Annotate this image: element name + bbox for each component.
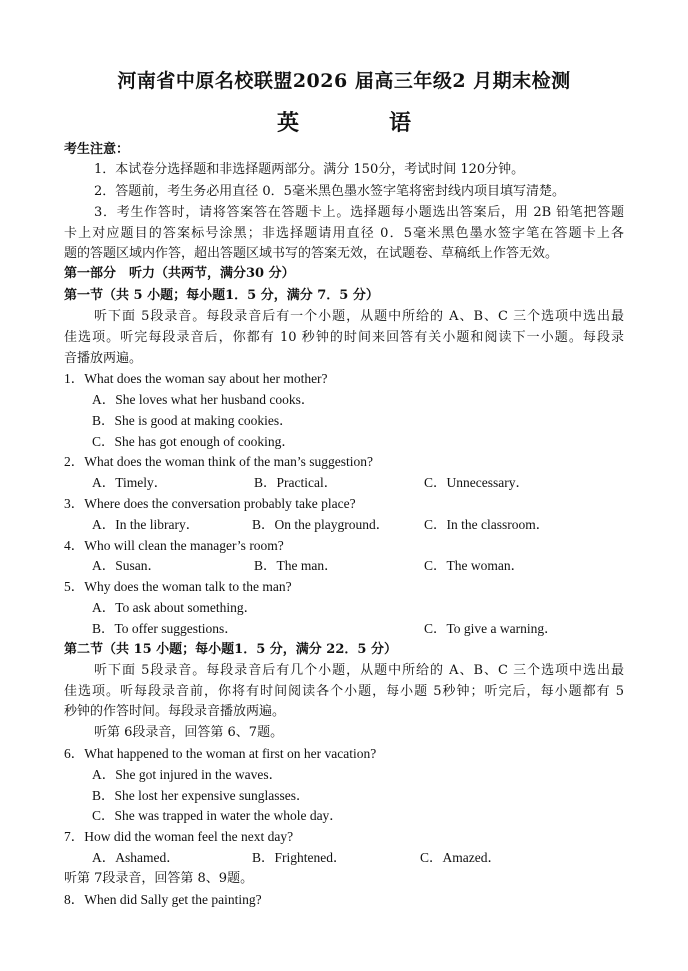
notice-item-3-end: 题的答题区域内作答，超出答题区域书写的答案无效，在试题卷、草稿纸上作答无效。 — [64, 246, 559, 261]
question-6-option-c: C．She was trapped in water the whole day． — [92, 808, 343, 823]
question-5-stem: 5．Why does the woman talk to the man? — [64, 579, 292, 594]
section2-instruction-3: 秒钟的作答时间。每段录音播放两遍。 — [64, 704, 286, 719]
listen-7-note: 听第 7段录音，回答第 8、9题。 — [64, 871, 254, 886]
question-4-stem: 4．Who will clean the manager’s room? — [64, 538, 284, 553]
subject-title: 英 语 — [276, 110, 445, 136]
section2-instruction-1: 听下面 5段录音。每段录音后有几个小题，从题中所给的 A、B、C 三个选项中选出最 — [94, 663, 624, 678]
question-4-option-c: C．The woman． — [424, 558, 525, 573]
notice-item-1: 1．本试卷分选择题和非选择题两部分。满分 150分，考试时间 120分钟。 — [94, 162, 525, 177]
question-6-option-b: B．She lost her expensive sunglasses． — [92, 788, 310, 803]
question-6-stem: 6．What happened to the woman at first on her vacation? — [64, 746, 377, 761]
question-7-option-b: B．Frightened． — [252, 850, 347, 865]
question-7-option-c: C．Amazed． — [420, 850, 501, 865]
question-2-option-b: B．Practical． — [254, 475, 338, 490]
question-8-stem: 8．When did Sally get the painting? — [64, 892, 262, 907]
section2-instruction-2: 佳选项。听每段录音前，你将有时间阅读各个小题，每小题 5秒钟；听完后，每小题都有 5 — [64, 684, 624, 699]
question-2-stem: 2．What does the woman think of the man’s suggestion? — [64, 454, 373, 469]
question-3-stem: 3．Where does the conversation probably take place? — [64, 496, 356, 511]
question-1-option-a: A．She loves what her husband cooks． — [92, 392, 315, 407]
listen-6-note: 听第 6段录音，回答第 6、7题。 — [94, 725, 284, 740]
question-5-option-a: A．To ask about something． — [92, 600, 258, 615]
section2-heading: 第二节（共 15 小题；每小题1．5 分，满分 22．5 分） — [64, 642, 397, 657]
question-7-stem: 7．How did the woman feel the next day? — [64, 829, 294, 844]
question-1-option-b: B．She is good at making cookies． — [92, 413, 293, 428]
question-3-option-a: A．In the library． — [92, 517, 200, 532]
question-2-option-c: C．Unnecessary． — [424, 475, 529, 490]
section1-instruction-3: 音播放两遍。 — [64, 351, 143, 366]
notice-item-3: 3．考生作答时，请将答案答在答题卡上。选择题每小题选出答案后，用 2B 铅笔把答题 — [94, 205, 624, 220]
notice-item-3-cont: 卡上对应题目的答案标号涂黑；非选择题请用直径 0．5毫米黑色墨水签字笔在答题卡上各 — [64, 226, 624, 241]
notice-heading: 考生注意： — [64, 142, 130, 157]
question-2-option-a: A．Timely． — [92, 475, 168, 490]
question-7-option-a: A．Ashamed． — [92, 850, 180, 865]
part1-heading: 第一部分 听力（共两节，满分30 分） — [64, 266, 295, 281]
section1-instruction-1: 听下面 5段录音。每段录音后有一个小题，从题中所给的 A、B、C 三个选项中选出最 — [94, 309, 624, 324]
exam-title: 河南省中原名校联盟2026 届高三年级2 月期末检测 — [117, 70, 571, 92]
question-5-option-b: B．To offer suggestions． — [92, 621, 238, 636]
question-4-option-b: B．The man． — [254, 558, 338, 573]
question-3-option-c: C．In the classroom． — [424, 517, 550, 532]
section1-heading: 第一节（共 5 小题；每小题1．5 分，满分 7．5 分） — [64, 288, 379, 303]
question-1-option-c: C．She has got enough of cooking． — [92, 434, 295, 449]
question-4-option-a: A．Susan． — [92, 558, 162, 573]
question-6-option-a: A．She got injured in the waves． — [92, 767, 283, 782]
section1-instruction-2: 佳选项。听完每段录音后，你都有 10 秒钟的时间来回答有关小题和阅读下一小题。每段录 — [64, 330, 624, 345]
notice-item-2: 2．答题前，考生务必用直径 0．5毫米黑色墨水签字笔将密封线内项目填写清楚。 — [94, 184, 565, 199]
question-3-option-b: B．On the playground． — [252, 517, 390, 532]
question-5-option-c: C．To give a warning． — [424, 621, 558, 636]
question-1-stem: 1．What does the woman say about her mother? — [64, 371, 328, 386]
